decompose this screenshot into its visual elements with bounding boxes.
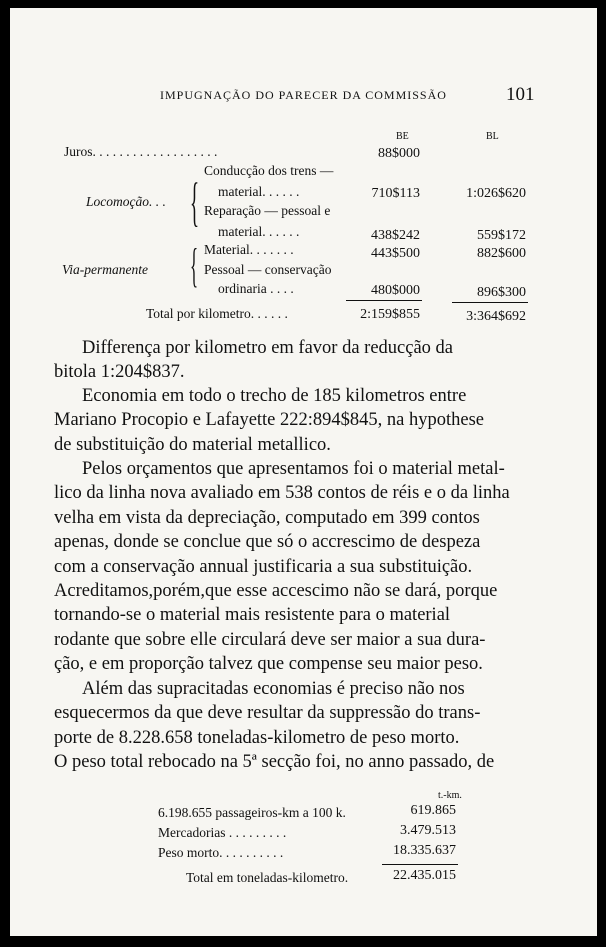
row-conducao-line2: material. . . . . . (218, 184, 300, 199)
row-total-tkm-label: Total em toneladas-kilometro. (186, 870, 349, 885)
row-conducao-be: 710$113 (371, 186, 420, 201)
row-peso-morto-label: Peso morto. . . . . . . . . . (158, 845, 284, 860)
paragraph-2 (54, 384, 528, 457)
row-total-tkm-value: 22.435.015 (393, 868, 456, 883)
row-juros-be: 88$000 (378, 146, 420, 161)
row-mercadorias-value: 3.479.513 (400, 823, 456, 838)
text-line: tornando-se o material mais resistente para o material (54, 605, 451, 626)
column-header-be: BE (396, 131, 409, 142)
text-line: Acreditamos,porém,que esse accescimo não se dará, porque (54, 580, 498, 601)
text-line: bitola 1:204$837. (54, 362, 185, 383)
row-pessoal-line2: ordinaria . . . . (218, 281, 294, 296)
text-line: Economia em todo o trecho de 185 kilometros entre (82, 386, 467, 406)
paragraph-4 (54, 677, 528, 775)
sum-rule-be (346, 300, 422, 301)
row-total-bl: 3:364$692 (466, 309, 526, 324)
running-header: IMPUGNAÇÃO DO PARECER DA COMMISSÃO (160, 88, 447, 102)
text-line: rodante que sobre elle circulará deve ser maior a sua dura- (54, 629, 486, 650)
locomocao-brace: { (190, 172, 200, 232)
table2-sum-rule (382, 864, 458, 865)
row-material-label: Material. . . . . . . (204, 242, 294, 257)
row-pessoal-be: 480$000 (371, 283, 420, 298)
group-locomocao-label: Locomoção. . . (86, 194, 166, 209)
row-conducao-bl: 1:026$620 (466, 186, 526, 201)
row-passageiros-label: 6.198.655 passageiros-km a 100 k. (158, 805, 346, 820)
row-juros-label: Juros. . . . . . . . . . . . . . . . . . . (64, 144, 218, 159)
sum-rule-bl (452, 302, 528, 303)
via-permanente-brace: { (190, 239, 199, 292)
paragraph-3 (54, 457, 528, 677)
text-line: velha em vista da depreciação, computado em 399 contos (54, 507, 480, 528)
row-material-bl: 882$600 (477, 246, 526, 261)
text-line: Differença por kilometro em favor da reducção da (82, 338, 454, 358)
text-line: de substituição do material metallico. (54, 434, 331, 455)
row-total-label: Total por kilometro. . . . . . (146, 306, 288, 321)
row-mercadorias-label: Mercadorias . . . . . . . . . (158, 825, 287, 840)
text-line: O peso total rebocado na 5ª secção foi, no anno passado, de (54, 752, 495, 773)
row-peso-morto-value: 18.335.637 (393, 843, 456, 858)
row-material-be: 443$500 (371, 246, 420, 261)
row-reparacao-line1: Reparação — pessoal e (204, 203, 331, 218)
row-pessoal-line1: Pessoal — conservação (204, 262, 332, 277)
row-pessoal-bl: 896$300 (477, 285, 526, 300)
group-via-permanente-label: Via-permanente (62, 262, 148, 277)
page-number: 101 (506, 84, 535, 105)
text-line: com a conservação annual justificaria a sua substituição. (54, 556, 473, 577)
paragraph-1 (54, 336, 528, 385)
text-line: lico da linha nova avaliado em 538 contos de réis e o da linha (54, 483, 510, 504)
row-reparacao-bl: 559$172 (477, 228, 526, 243)
text-line: Além das supracitadas economias é preciso não nos (82, 679, 465, 699)
text-line: porte de 8.228.658 toneladas-kilometro de peso morto. (54, 727, 460, 748)
row-passageiros-value: 619.865 (410, 803, 456, 818)
table2-unit-header: t.-km. (438, 790, 462, 801)
row-total-be: 2:159$855 (360, 307, 420, 322)
column-header-bl: BL (486, 131, 499, 142)
text-line: esquecermos da que deve resultar da suppressão do trans- (54, 703, 481, 724)
row-conducao-line1: Conducção dos trens — (204, 163, 334, 178)
text-line: apenas, donde se conclue que só o accrescimo de despeza (54, 532, 481, 553)
text-line: Pelos orçamentos que apresentamos foi o material metal- (82, 459, 505, 479)
text-line: Mariano Procopio e Lafayette 222:894$845, na hypothese (54, 410, 485, 431)
row-reparacao-be: 438$242 (371, 228, 420, 243)
row-reparacao-line2: material. . . . . . (218, 224, 300, 239)
text-line: ção, e em proporção talvez que compense seu maior peso. (54, 654, 483, 675)
